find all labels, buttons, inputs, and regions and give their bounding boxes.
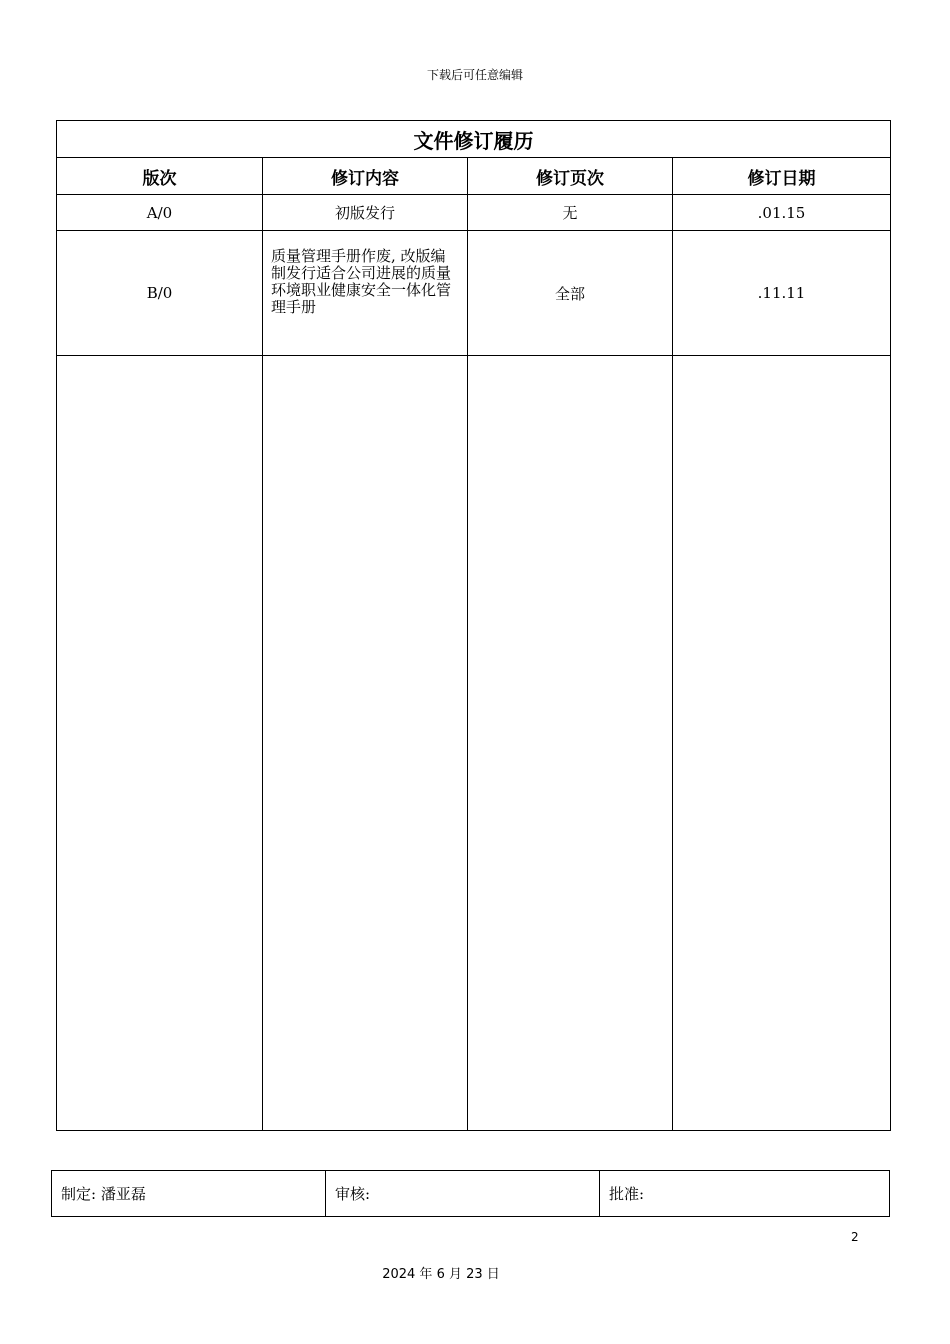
empty-table-row [57, 356, 891, 1131]
signature-table [51, 1170, 890, 1217]
prepared-by: 制定: 潘亚磊 [52, 1171, 326, 1217]
table-row [57, 195, 891, 231]
revision-history-table [56, 120, 891, 1131]
table-header-row [57, 158, 891, 195]
approved-by: 批准: [600, 1171, 890, 1217]
cell-content: 初版发行 [263, 195, 468, 231]
column-header-pages: 修订页次 [468, 158, 673, 195]
column-header-version: 版次 [57, 158, 263, 195]
cell-pages: 无 [468, 195, 673, 231]
cell-version: A/0 [57, 195, 263, 231]
empty-cell [673, 356, 891, 1131]
empty-cell [57, 356, 263, 1131]
cell-date: .11.11 [673, 231, 891, 356]
empty-cell [263, 356, 468, 1131]
signature-row [52, 1171, 890, 1217]
header-note: 下载后可任意编辑 [426, 68, 523, 82]
page-number: 2 [851, 1230, 859, 1244]
cell-date: .01.15 [673, 195, 891, 231]
cell-content: 质量管理手册作废, 改版编制发行适合公司进展的质量环境职业健康安全一体化管理手册 [263, 231, 468, 356]
column-header-content: 修订内容 [263, 158, 468, 195]
table-row [57, 231, 891, 356]
empty-cell [468, 356, 673, 1131]
column-header-date: 修订日期 [673, 158, 891, 195]
cell-version: B/0 [57, 231, 263, 356]
footer-date: 2024 年 6 月 23 日 [382, 1267, 500, 1282]
cell-pages: 全部 [468, 231, 673, 356]
table-title-row [57, 121, 891, 158]
table-title: 文件修订履历 [57, 121, 891, 158]
reviewed-by: 审核: [326, 1171, 600, 1217]
